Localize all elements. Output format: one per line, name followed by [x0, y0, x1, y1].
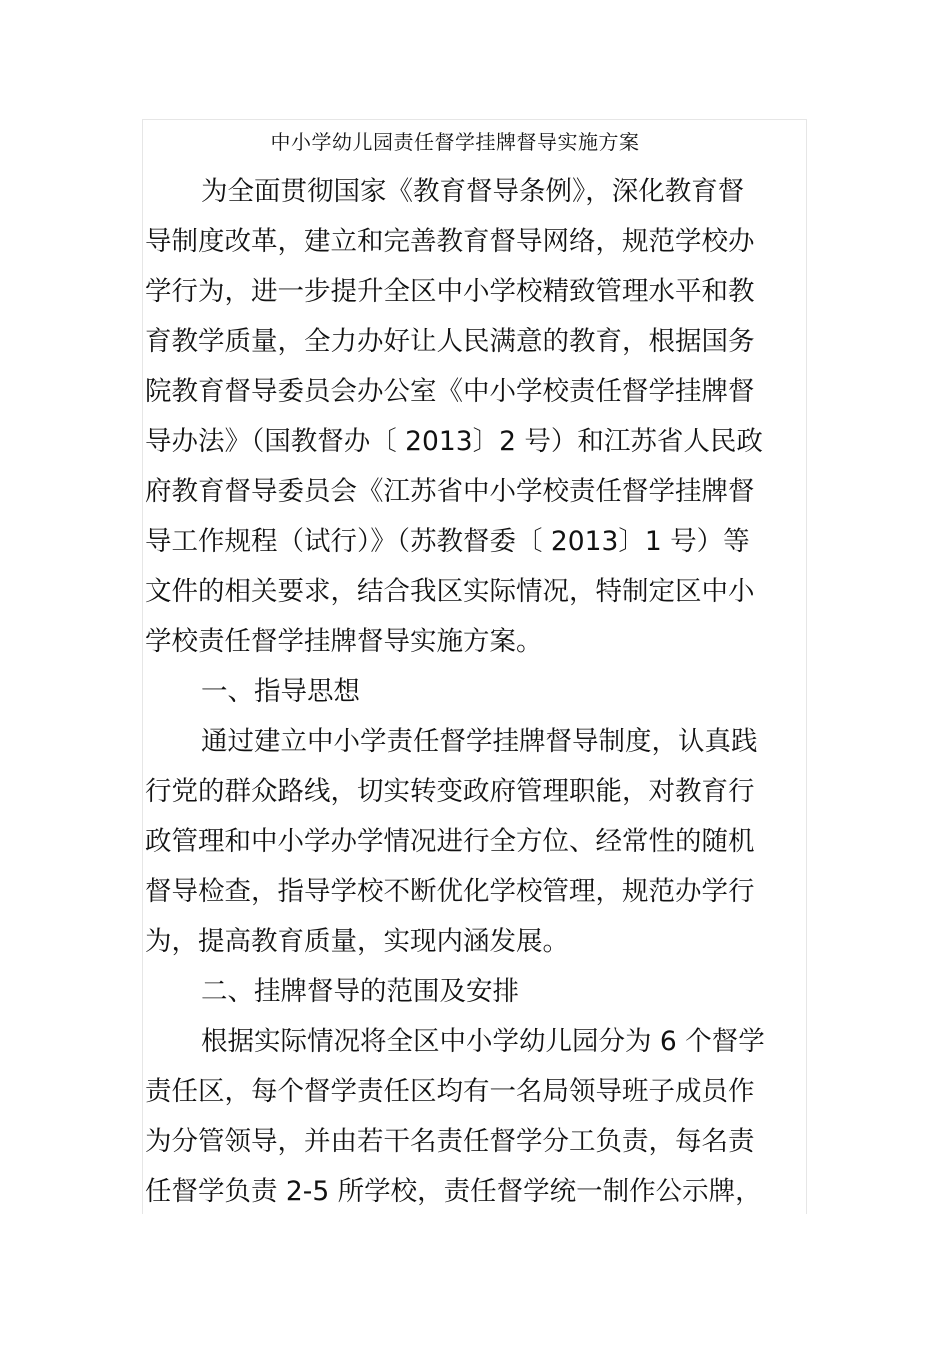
text-line: 为全面贯彻国家《教育督导条例》，深化教育督: [201, 176, 745, 207]
text-line: 文件的相关要求，结合我区实际情况，特制定区中小: [145, 576, 755, 607]
text-line: 导制度改革，建立和完善教育督导网络，规范学校办: [145, 226, 755, 257]
text-line: 通过建立中小学责任督学挂牌督导制度，认真践: [201, 726, 758, 757]
text-line: 府教育督导委员会《江苏省中小学校责任督学挂牌督: [145, 476, 755, 507]
text-line: 督导检查，指导学校不断优化学校管理，规范办学行: [145, 876, 755, 907]
text-line: 根据实际情况将全区中小学幼儿园分为 6 个督学: [201, 1026, 765, 1057]
text-line: 行党的群众路线，切实转变政府管理职能，对教育行: [145, 776, 755, 807]
document-body: [145, 167, 805, 1217]
text-line: 政管理和中小学办学情况进行全方位、经常性的随机: [145, 826, 755, 857]
text-line: 导工作规程（试行）》（苏教督委〔 2013〕1 号）等: [145, 526, 750, 557]
text-line: 一、指导思想: [201, 676, 360, 707]
text-line: 学校责任督学挂牌督导实施方案。: [145, 626, 543, 657]
document-title: 中小学幼儿园责任督学挂牌督导实施方案: [270, 130, 640, 154]
text-line: 导办法》（国教督办〔 2013〕2 号）和江苏省人民政: [145, 426, 763, 457]
text-line: 责任区，每个督学责任区均有一名局领导班子成员作: [145, 1076, 755, 1107]
text-line: 二、挂牌督导的范围及安排: [201, 976, 519, 1007]
text-line: 为分管领导，并由若干名责任督学分工负责，每名责: [145, 1126, 755, 1157]
text-line: 为，提高教育质量，实现内涵发展。: [145, 926, 569, 957]
text-line: 院教育督导委员会办公室《中小学校责任督学挂牌督: [145, 376, 755, 407]
text-line: 任督学负责 2-5 所学校，责任督学统一制作公示牌，: [145, 1176, 762, 1207]
text-line: 学行为，进一步提升全区中小学校精致管理水平和教: [145, 276, 755, 307]
text-line: 育教学质量，全力办好让人民满意的教育，根据国务: [145, 326, 755, 357]
